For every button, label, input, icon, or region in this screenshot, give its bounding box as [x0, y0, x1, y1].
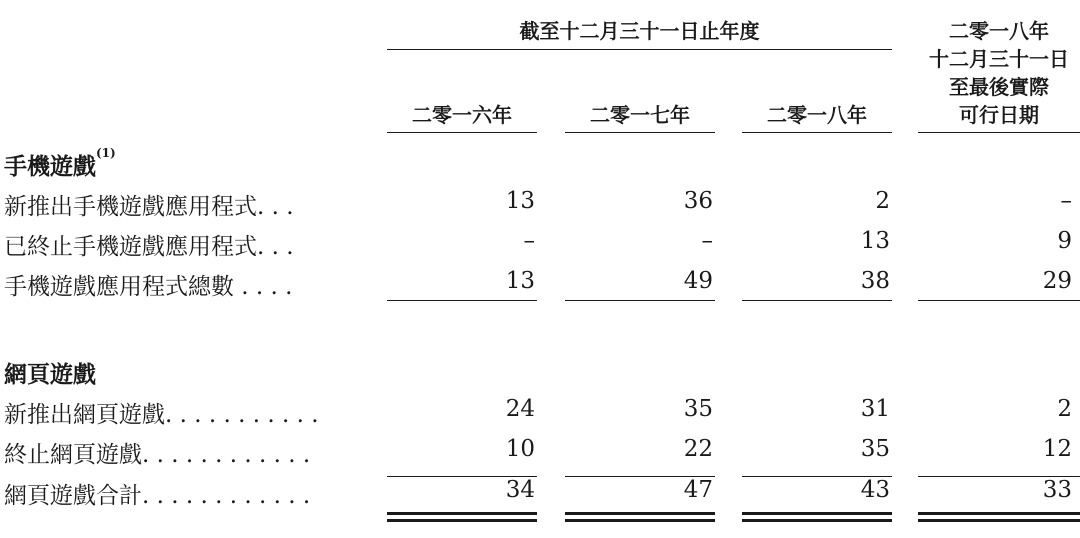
group-title-underline [387, 49, 892, 50]
double-rule-bottom-latest [918, 519, 1080, 522]
double-rule-bottom-2016 [387, 519, 537, 522]
total-rule-2017 [565, 300, 715, 301]
cell-2016: 13 [505, 188, 535, 214]
row-label: 新推出手機遊戲應用程式. . . [4, 194, 294, 220]
cell-2016: 13 [505, 268, 535, 294]
col-header-2016: 二零一六年 [412, 103, 512, 127]
cell-2017: – [701, 228, 713, 254]
cell-latest: 9 [1057, 228, 1072, 254]
cell-2017: 35 [683, 396, 713, 422]
cell-2017: 49 [683, 268, 713, 294]
double-rule-top-2016 [387, 512, 537, 515]
total-rule-latest [918, 300, 1080, 301]
row-label: 新推出網頁遊戲. . . . . . . . . . . [4, 402, 319, 428]
cell-latest: 12 [1042, 436, 1072, 462]
double-rule-bottom-2018 [742, 519, 892, 522]
cell-2018: 35 [860, 436, 890, 462]
cell-2018: 13 [860, 228, 890, 254]
subtotal-rule-latest [918, 476, 1080, 477]
footnote-marker: (1) [96, 146, 116, 160]
cell-2017: 36 [683, 188, 713, 214]
total-rule-2018 [742, 300, 892, 301]
subtotal-rule-2016 [387, 476, 537, 477]
cell-2016: 10 [505, 436, 535, 462]
col-header-latest-2: 十二月三十一日 [929, 47, 1069, 71]
section-title-web: 網頁遊戲 [4, 361, 96, 388]
cell-2018: 31 [860, 396, 890, 422]
cell-latest: 2 [1057, 396, 1072, 422]
double-rule-top-2018 [742, 512, 892, 515]
cell-2016: 34 [505, 477, 535, 503]
double-rule-bottom-2017 [565, 519, 715, 522]
col-rule-2017 [565, 132, 715, 133]
row-label: 已終止手機遊戲應用程式. . . [4, 234, 294, 260]
cell-2016: – [523, 228, 535, 254]
cell-2017: 22 [683, 436, 713, 462]
col-rule-2018 [742, 132, 892, 133]
col-rule-2016 [387, 132, 537, 133]
subtotal-rule-2017 [565, 476, 715, 477]
col-header-2018: 二零一八年 [767, 103, 867, 127]
cell-latest: 29 [1042, 268, 1072, 294]
cell-2016: 24 [505, 396, 535, 422]
row-label: 手機遊戲應用程式總數 . . . . [4, 274, 293, 300]
cell-2018: 43 [860, 477, 890, 503]
col-rule-latest [918, 132, 1080, 133]
section-title-mobile [4, 148, 116, 181]
row-label: 終止網頁遊戲. . . . . . . . . . . . [4, 442, 311, 468]
group-title: 截至十二月三十一日止年度 [519, 19, 760, 43]
row-label: 網頁遊戲合計. . . . . . . . . . . . [4, 483, 311, 509]
col-header-latest-3: 至最後實際 [949, 75, 1049, 99]
total-rule-2016 [387, 300, 537, 301]
subtotal-rule-2018 [742, 476, 892, 477]
section-title-mobile-text: 手機遊戲 [4, 153, 96, 180]
double-rule-top-2017 [565, 512, 715, 515]
cell-2017: 47 [683, 477, 713, 503]
cell-latest: 33 [1042, 477, 1072, 503]
col-header-latest-4: 可行日期 [959, 103, 1039, 127]
cell-latest: – [1060, 188, 1072, 214]
col-header-latest-1: 二零一八年 [949, 19, 1049, 43]
double-rule-top-latest [918, 512, 1080, 515]
cell-2018: 38 [860, 268, 890, 294]
col-header-2017: 二零一七年 [590, 103, 690, 127]
cell-2018: 2 [875, 188, 890, 214]
